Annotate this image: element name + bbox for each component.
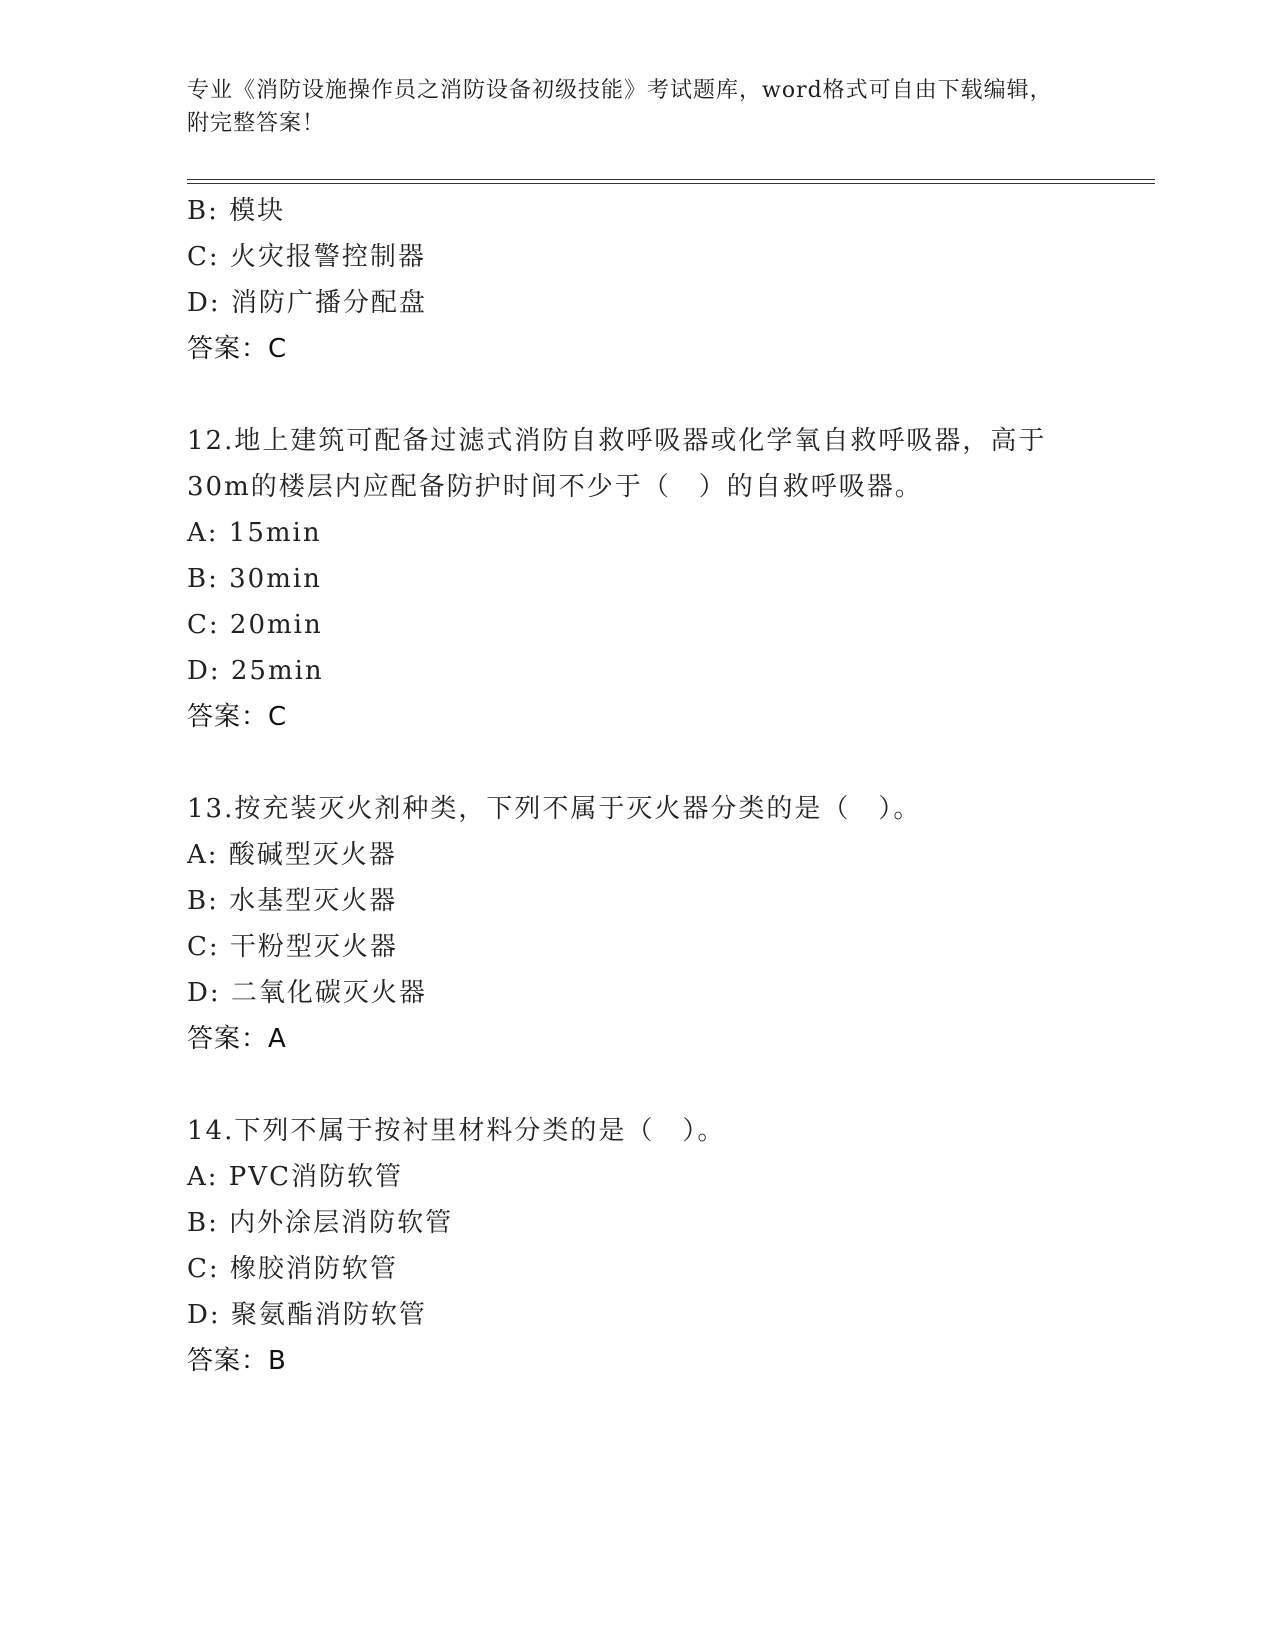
question-stem: 13.按充装灭火剂种类，下列不属于灭火器分类的是（ ）。: [187, 794, 922, 824]
answer-line: 答案：B: [187, 1346, 287, 1376]
option-b: B: 模块: [187, 196, 286, 226]
answer-line: 答案：C: [187, 702, 288, 732]
option-b: B: 水基型灭火器: [187, 886, 398, 916]
question-11-continued: [187, 188, 1087, 372]
option-d: D: 25min: [187, 656, 324, 686]
question-12: [187, 418, 1087, 740]
answer-line: 答案：C: [187, 334, 288, 364]
option-d: D: 消防广播分配盘: [187, 288, 427, 318]
option-c: C: 干粉型灭火器: [187, 932, 398, 962]
option-a: A: 酸碱型灭火器: [187, 840, 397, 870]
option-d: D: 二氧化碳灭火器: [187, 978, 427, 1008]
option-a: A: PVC消防软管: [187, 1162, 403, 1192]
option-d: D: 聚氨酯消防软管: [187, 1300, 427, 1330]
question-13: [187, 786, 1087, 1062]
option-a: A: 15min: [187, 518, 322, 548]
question-14: [187, 1108, 1087, 1384]
question-list: [187, 188, 1087, 1384]
document-header: 专业《消防设施操作员之消防设备初级技能》考试题库，word格式可自由下载编辑，附完整答案！: [187, 78, 1053, 136]
option-b: B: 内外涂层消防软管: [187, 1208, 454, 1238]
option-c: C: 20min: [187, 610, 323, 640]
question-stem: 14.下列不属于按衬里材料分类的是（ ）。: [187, 1116, 726, 1146]
header-divider-bottom: [187, 183, 1155, 184]
answer-line: 答案：A: [187, 1024, 287, 1054]
header-divider-top: [187, 179, 1155, 180]
option-b: B: 30min: [187, 564, 322, 594]
question-stem: 12.地上建筑可配备过滤式消防自救呼吸器或化学氧自救呼吸器，高于30m的楼层内应配备防护时间不少于（ ）的自救呼吸器。: [187, 426, 1047, 502]
option-c: C: 火灾报警控制器: [187, 242, 426, 272]
option-c: C: 橡胶消防软管: [187, 1254, 398, 1284]
